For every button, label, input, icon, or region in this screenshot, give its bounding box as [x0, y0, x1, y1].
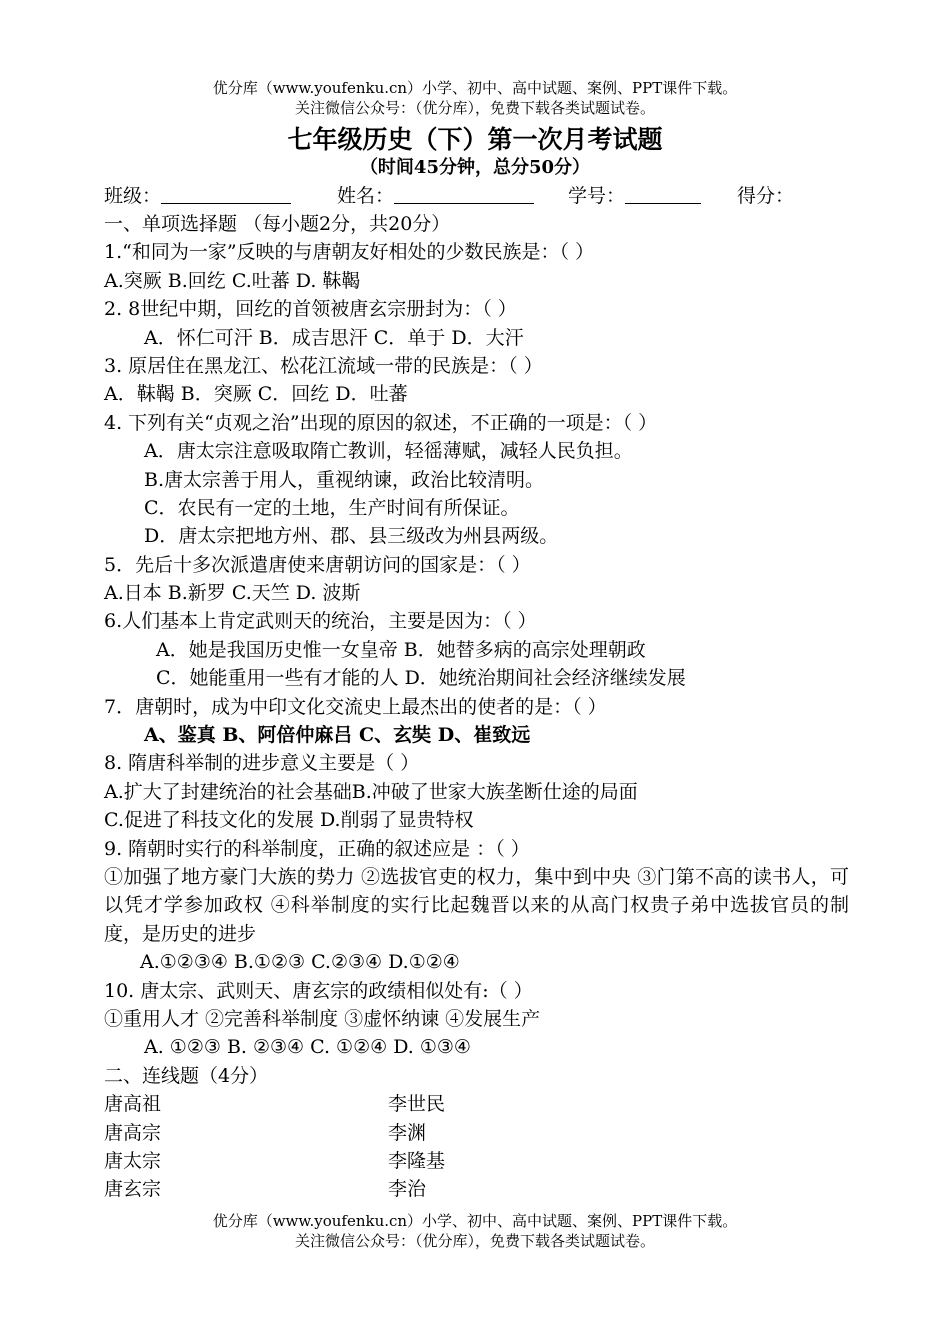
- match-emperor[interactable]: 唐高宗: [104, 1121, 162, 1144]
- q5-stem: 5．先后十多次派遣唐使来唐朝访问的国家是：（ ）: [104, 553, 531, 576]
- q2-stem: 2. 8世纪中期，回纥的首领被唐玄宗册封为：（ ）: [104, 298, 517, 321]
- footer-line-2: 关注微信公众号：（优分库），免费下载各类试题试卷。: [294, 1232, 655, 1250]
- q8-options-row2: C.促进了科技文化的发展 D.削弱了显贵特权: [104, 809, 474, 832]
- match-name[interactable]: 李渊: [388, 1121, 427, 1144]
- q2-options: A．怀仁可汗 B．成吉思汗 C．单于 D．大汗: [144, 326, 524, 349]
- q10-options: A. ①②③ B. ②③④ C. ①②④ D. ①③④: [144, 1036, 471, 1059]
- page-header: [0, 78, 950, 118]
- score-label: 得分：: [737, 185, 795, 207]
- match-row: [104, 1090, 849, 1118]
- q4-option-a: A．唐太宗注意吸取隋亡教训，轻徭薄赋，减轻人民负担。: [144, 440, 633, 463]
- match-name[interactable]: 李隆基: [388, 1149, 446, 1172]
- match-row: [104, 1147, 849, 1175]
- name-blank[interactable]: [394, 183, 534, 204]
- match-name[interactable]: 李治: [388, 1178, 427, 1201]
- q10-items: ①重用人才 ②完善科举制度 ③虚怀纳谏 ④发展生产: [104, 1007, 541, 1030]
- q4-stem: 4. 下列有关“贞观之治”出现的原因的叙述，不正确的一项是：（ ）: [104, 411, 658, 434]
- section2-heading: 二、连线题（4分）: [104, 1064, 269, 1087]
- number-blank[interactable]: [625, 183, 701, 204]
- q8-stem: 8. 隋唐科举制的进步意义主要是（ ）: [104, 752, 420, 775]
- match-row: [104, 1175, 849, 1203]
- match-emperor[interactable]: 唐高祖: [104, 1093, 162, 1116]
- q9-stem: 9. 隋朝时实行的科举制度，正确的叙述应是 ：（ ）: [104, 837, 530, 860]
- match-name[interactable]: 李世民: [388, 1093, 446, 1116]
- q6-options-row1: A．她是我国历史惟一女皇帝 B．她替多病的高宗处理朝政: [156, 638, 646, 661]
- q4-option-b: B.唐太宗善于用人，重视纳谏，政治比较清明。: [144, 468, 545, 491]
- q7-options: A、鉴真 B、阿倍仲麻吕 C、玄奘 D、崔致远: [144, 724, 531, 747]
- exam-subtitle: （时间45分钟，总分50分）: [359, 157, 591, 178]
- class-blank[interactable]: [161, 183, 291, 204]
- q7-stem: 7．唐朝时，成为中印文化交流史上最杰出的使者的是：（ ）: [104, 695, 607, 718]
- header-line-2: 关注微信公众号：（优分库），免费下载各类试题试卷。: [294, 99, 655, 117]
- number-label: 学号：: [568, 185, 626, 207]
- exam-content: [104, 210, 849, 1204]
- student-info-row: [104, 182, 844, 210]
- q4-option-d: D．唐太宗把地方州、郡、县三级改为州县两级。: [144, 525, 559, 548]
- class-label: 班级：: [104, 185, 162, 207]
- q6-options-row2: C．她能重用一些有才能的人 D．她统治期间社会经济继续发展: [156, 667, 686, 690]
- q4-option-c: C．农民有一定的土地，生产时间有所保证。: [144, 496, 520, 519]
- name-label: 姓名：: [337, 185, 395, 207]
- footer-line-1: 优分库（www.youfenku.cn）小学、初中、高中试题、案例、PPT课件下载。: [212, 1212, 738, 1230]
- q8-options-row1: A.扩大了封建统治的社会基础B.冲破了世家大族垄断仕途的局面: [104, 780, 638, 803]
- q6-stem: 6.人们基本上肯定武则天的统治，主要是因为：（ ）: [104, 610, 537, 633]
- q9-options: A.①②③④ B.①②③ C.②③④ D.①②④: [140, 951, 460, 974]
- q3-options: A．靺鞨 B．突厥 C．回纥 D．吐蕃: [104, 383, 408, 406]
- match-row: [104, 1119, 849, 1147]
- q1-options: A.突厥 B.回纥 C.吐蕃 D. 靺鞨: [104, 269, 361, 292]
- q10-stem: 10. 唐太宗、武则天、唐玄宗的政绩相似处有:（ ）: [104, 979, 533, 1002]
- q5-options: A.日本 B.新罗 C.天竺 D. 波斯: [104, 582, 361, 605]
- exam-title: 七年级历史（下）第一次月考试题: [287, 125, 663, 154]
- match-emperor[interactable]: 唐玄宗: [104, 1178, 162, 1201]
- q9-body: ①加强了地方豪门大族的势力 ②选拔官吏的权力，集中到中央 ③门第不高的读书人，可以凭才学参加政权 ④科举制度的实行比起魏晋以来的从高门权贵子弟中选拔官员的制度，是历史的进步: [104, 865, 849, 945]
- match-emperor[interactable]: 唐太宗: [104, 1149, 162, 1172]
- header-line-1: 优分库（www.youfenku.cn）小学、初中、高中试题、案例、PPT课件下载。: [212, 79, 738, 97]
- page-footer: [0, 1211, 950, 1251]
- q3-stem: 3. 原居住在黑龙江、松花江流域一带的民族是：（ ）: [104, 354, 543, 377]
- q1-stem: 1.“和同为一家”反映的与唐朝友好相处的少数民族是：（ ）: [104, 241, 595, 264]
- section1-heading: 一、单项选择题 （每小题2分，共20分）: [104, 213, 451, 235]
